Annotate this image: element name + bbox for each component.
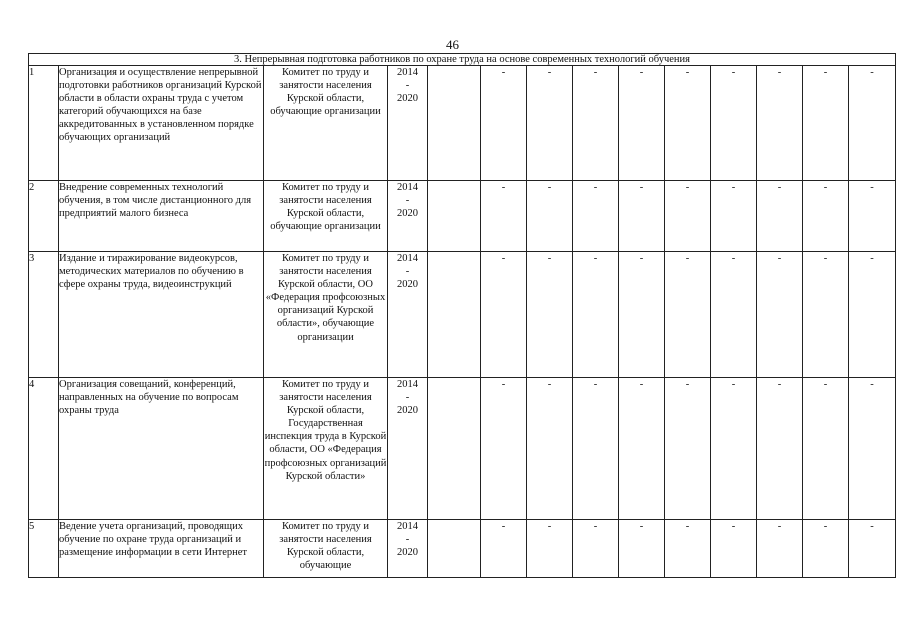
row-number: 3	[29, 252, 59, 378]
value-cell: -	[573, 378, 619, 520]
row-number: 4	[29, 378, 59, 520]
value-cell: -	[619, 378, 665, 520]
value-cell: -	[573, 252, 619, 378]
term-end: 2020	[397, 279, 418, 291]
action-cell: Внедрение современных технологий обучения, в том числе дистанционного для предприятий малого бизнеса	[59, 181, 264, 252]
empty-cell	[428, 66, 481, 181]
table-row	[29, 520, 896, 578]
value-cell: -	[527, 181, 573, 252]
value-cell: -	[527, 520, 573, 578]
value-cell: -	[573, 520, 619, 578]
value-cell: -	[665, 66, 711, 181]
term-cell	[388, 252, 428, 378]
executor-cell: Комитет по труду и занятости населения Курской области, обучающие организации	[264, 66, 388, 181]
term-start: 2014	[397, 379, 418, 390]
value-cell: -	[619, 66, 665, 181]
value-cell: -	[481, 181, 527, 252]
action-cell: Организация совещаний, конференций, направленных на обучение по вопросам охраны труда	[59, 378, 264, 520]
value-cell: -	[711, 66, 757, 181]
value-cell: -	[757, 181, 803, 252]
term-end: 2020	[397, 208, 418, 220]
row-number: 1	[29, 66, 59, 181]
empty-cell	[428, 378, 481, 520]
action-cell: Организация и осуществление непрерывной подготовки работников организаций Курской области в области охраны труда с учетом категорий обучающихся на базе аккредитованных в установленном порядке обучающих организаций	[59, 66, 264, 181]
term-cell	[388, 378, 428, 520]
value-cell: -	[573, 181, 619, 252]
value-cell: -	[757, 378, 803, 520]
value-cell: -	[803, 252, 849, 378]
value-cell: -	[711, 181, 757, 252]
value-cell: -	[573, 66, 619, 181]
term-dash: -	[405, 80, 410, 92]
term-dash: -	[405, 195, 410, 207]
term-end: 2020	[397, 405, 418, 417]
executor-cell: Комитет по труду и занятости населения Курской области, обучающие	[264, 520, 388, 578]
value-cell: -	[757, 252, 803, 378]
term-start: 2014	[397, 67, 418, 78]
term-dash: -	[405, 266, 410, 278]
executor-cell: Комитет по труду и занятости населения Курской области, Государственная инспекция труда в Курской области, ОО «Федерация профсоюзных организаций Курской области»	[264, 378, 388, 520]
executor-cell: Комитет по труду и занятости населения Курской области, ОО «Федерация профсоюзных организаций Курской области», обучающие организации	[264, 252, 388, 378]
value-cell: -	[619, 181, 665, 252]
page-number: 46	[446, 37, 459, 52]
empty-cell	[428, 181, 481, 252]
term-start: 2014	[397, 521, 418, 532]
value-cell: -	[803, 66, 849, 181]
value-cell: -	[527, 66, 573, 181]
table-row	[29, 66, 896, 181]
value-cell: -	[803, 520, 849, 578]
term-cell	[388, 520, 428, 578]
value-cell: -	[665, 252, 711, 378]
value-cell: -	[481, 520, 527, 578]
action-cell: Издание и тиражирование видеокурсов, методических материалов по обучению в сфере охраны труда, видеоинструкций	[59, 252, 264, 378]
value-cell: -	[711, 378, 757, 520]
value-cell: -	[849, 181, 896, 252]
row-number: 2	[29, 181, 59, 252]
term-end: 2020	[397, 547, 418, 559]
table-row	[29, 378, 896, 520]
table-row	[29, 252, 896, 378]
row-number: 5	[29, 520, 59, 578]
value-cell: -	[481, 252, 527, 378]
executor-cell: Комитет по труду и занятости населения Курской области, обучающие организации	[264, 181, 388, 252]
value-cell: -	[803, 181, 849, 252]
empty-cell	[428, 520, 481, 578]
term-dash: -	[405, 534, 410, 546]
term-start: 2014	[397, 182, 418, 193]
section-title: 3. Непрерывная подготовка работников по охране труда на основе современных технологий обучения	[29, 54, 896, 66]
plan-table	[28, 53, 896, 578]
term-cell	[388, 66, 428, 181]
value-cell: -	[619, 520, 665, 578]
value-cell: -	[849, 520, 896, 578]
term-dash: -	[405, 392, 410, 404]
value-cell: -	[481, 378, 527, 520]
value-cell: -	[527, 252, 573, 378]
action-cell: Ведение учета организаций, проводящих обучение по охране труда организаций и размещение информации в сети Интернет	[59, 520, 264, 578]
value-cell: -	[757, 66, 803, 181]
value-cell: -	[849, 378, 896, 520]
value-cell: -	[849, 252, 896, 378]
value-cell: -	[711, 520, 757, 578]
term-end: 2020	[397, 93, 418, 105]
value-cell: -	[757, 520, 803, 578]
value-cell: -	[619, 252, 665, 378]
value-cell: -	[665, 181, 711, 252]
table-row	[29, 181, 896, 252]
value-cell: -	[849, 66, 896, 181]
value-cell: -	[711, 252, 757, 378]
value-cell: -	[803, 378, 849, 520]
value-cell: -	[665, 378, 711, 520]
value-cell: -	[665, 520, 711, 578]
empty-cell	[428, 252, 481, 378]
term-start: 2014	[397, 253, 418, 264]
section-header-row	[29, 54, 896, 66]
term-cell	[388, 181, 428, 252]
value-cell: -	[481, 66, 527, 181]
value-cell: -	[527, 378, 573, 520]
